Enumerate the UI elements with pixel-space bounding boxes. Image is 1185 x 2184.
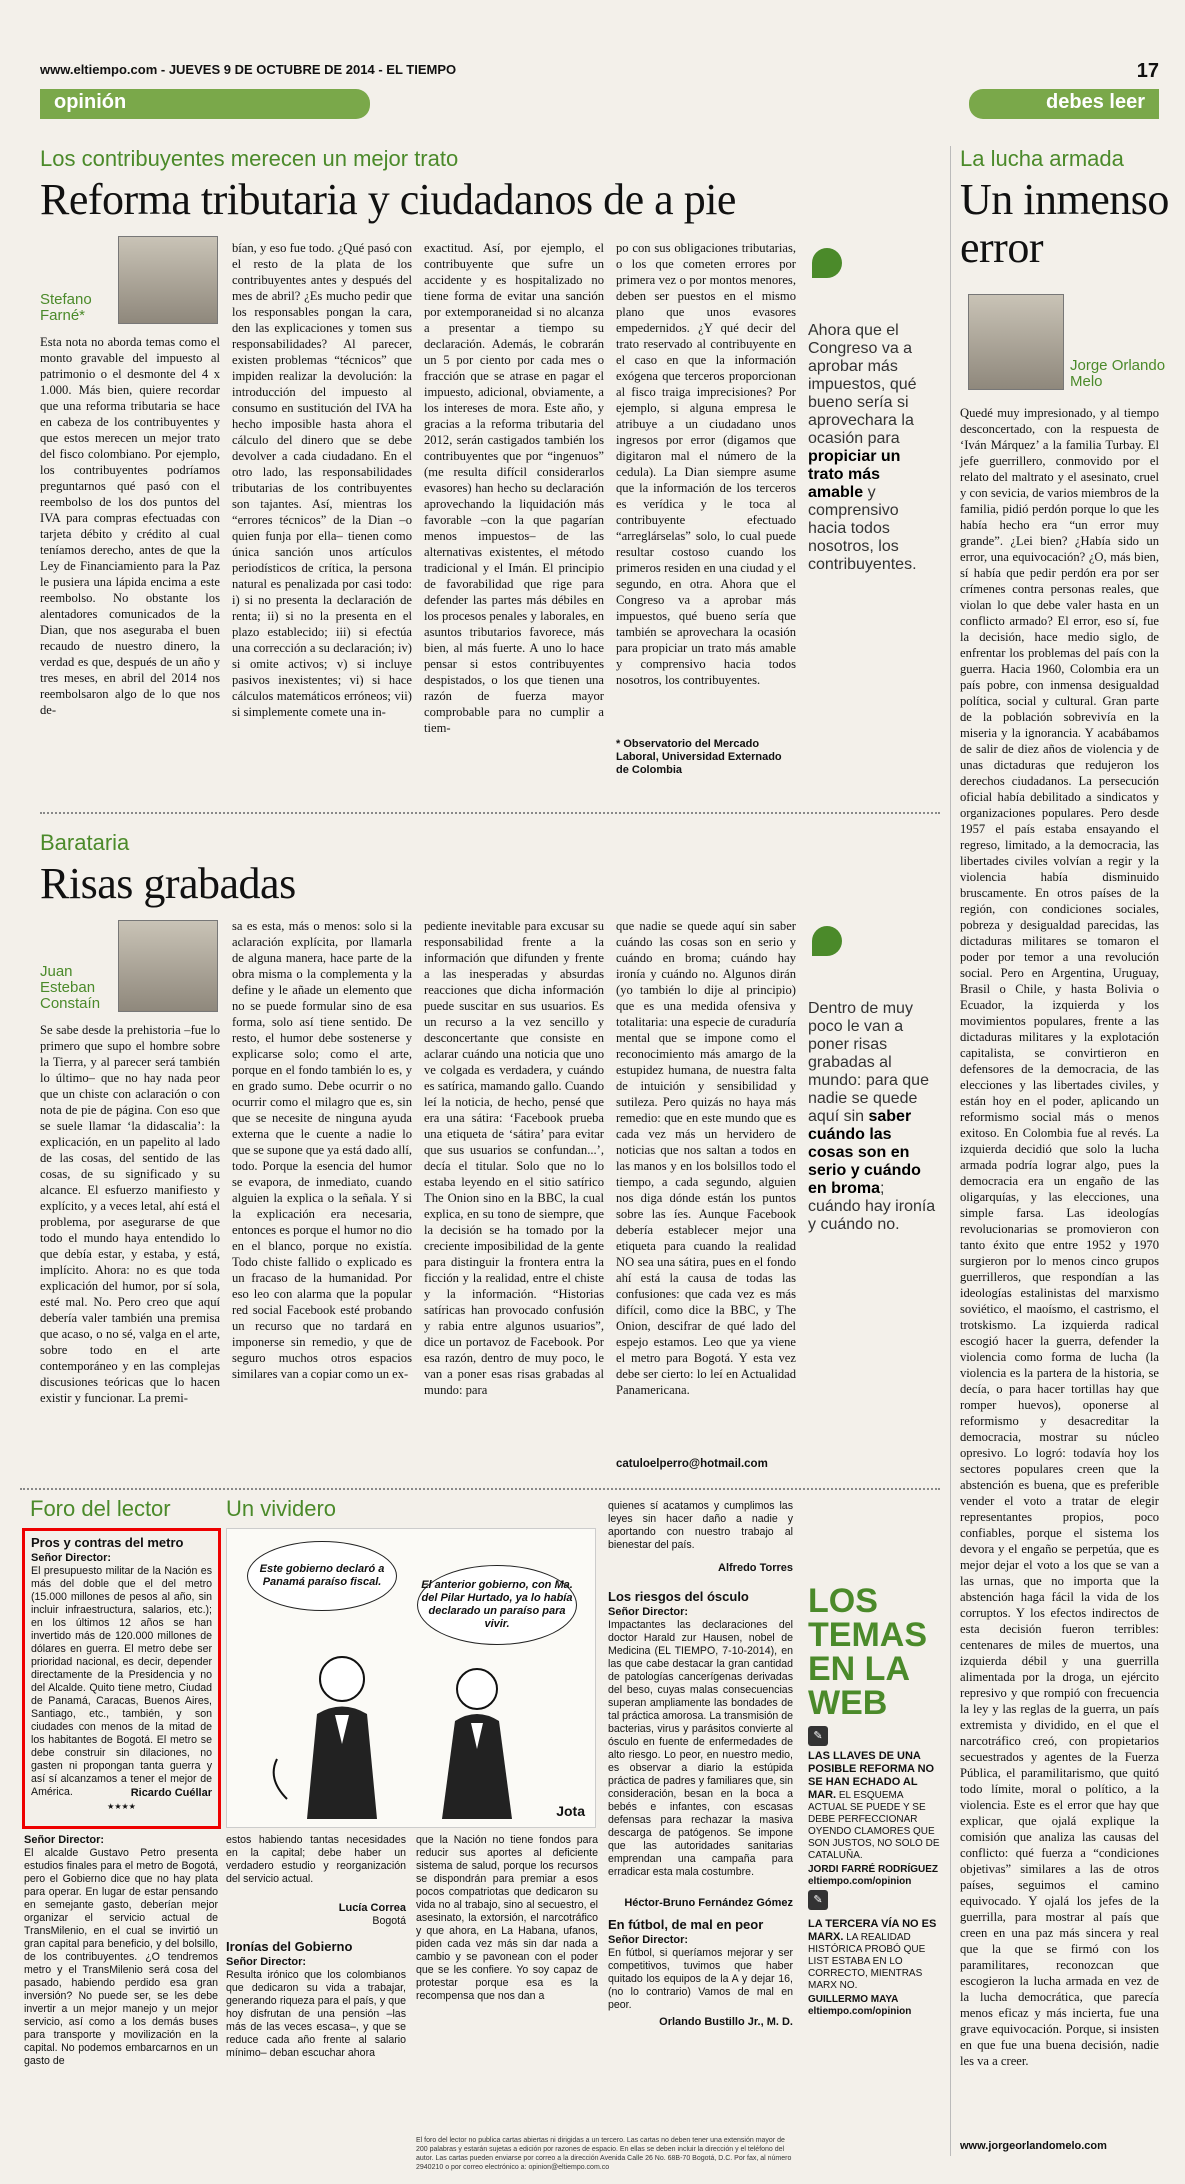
article2-col2: sa es esta, más o menos: solo si la aclaración explícita, por llamarla de alguna manera, hace parte de la obra misma o la complementa y la define y le añade un elemento que no se puede formular sino de esa forma, solo así tiene sentido. De resto, el humor debe sostenerse y explicarse solo; como el arte, porque en el fondo también lo es, y en grado sumo. Debe ocurrir o no ocurrir como el milagro que es, sin que se necesite de ninguna ayuda externa que le cuente a nadie lo que se supone que ya está dado allí, todo. Porque la esencia del humor se evapora, de inmediato, cuando alguien la explica o la señala. Y si la explicación era necesaria, entonces es porque el humor no dio en el blanco, porque no existía. Todo chiste fallido o explicado es un fracaso de la humanidad. Por eso leo con alarma que la popular red social Facebook esté probando un recurso que no tardará en imponerse sin remedio, y que de seguro muchos otros espacios similares van a copiar como un ex- xyxy=(232,919,412,1381)
letter2-cont xyxy=(226,1834,406,1928)
salutation: Señor Director: xyxy=(24,1834,105,1846)
article3-headline: Un inmenso error xyxy=(960,175,1169,272)
author-photo xyxy=(968,294,1064,390)
letter-title: Pros y contras del metro xyxy=(31,1535,184,1550)
letter2-body-cont: estos habiendo tantas necesidades en la capital; debe haber un verdadero estudio y reorganización del servicio actual. xyxy=(226,1834,406,1885)
letter2-city: Bogotá xyxy=(372,1915,406,1927)
letter-signature: Orlando Bustillo Jr., M. D. xyxy=(659,2016,793,2028)
author-photo xyxy=(118,920,218,1012)
letter-signature: Alfredo Torres xyxy=(718,1562,793,1574)
quote-bubble-icon xyxy=(812,248,842,278)
cartoonist-signature: Jota xyxy=(556,1803,585,1819)
stars-rating: ★★★★ xyxy=(107,1802,136,1811)
letter-ironias-cont: que la Nación no tiene fondos para reducir sus aportes al deficiente sistema de salud, porque los recursos se dispondrán para premiar a esos pocos compatriotas que dedicaron su vida no al trabajo, sino al secuestro, el asesinato, la extorsión, el narcotráfico y que ahora, en La Habana, ufanos, piden cada vez más sin dar nada a cambio y se pavonean con el poder que se les confiere. Yo soy capaz de protestar porque esa es la recompensa que nos dan a xyxy=(416,1834,598,2002)
author-photo xyxy=(118,236,218,324)
section-band-opinion xyxy=(40,89,370,119)
web-item-author: JORDI FARRÉ RODRÍGUEZ xyxy=(808,1864,939,1875)
web-item[interactable] xyxy=(808,1750,943,1888)
author-name: Jorge Orlando Melo xyxy=(1070,357,1166,390)
letter-title: Ironías del Gobierno xyxy=(226,1939,353,1954)
letter2-signature: Lucía Correa xyxy=(338,1902,406,1914)
article1-col1: Esta nota no aborda temas como el monto gravable del impuesto al patrimonio o el desmonte del 4 x 1.000. Más bien, quiere recordar que una reforma tributaria se hace en cabeza de los contribuyentes y que estos merecen un mejor trato del fisco colombiano. Por ejemplo, los contribuyentes podríamos preguntarnos qué pasó con el reembolso de los dos puntos del IVA para compras efectuadas con tarjeta débito y crédito al cual teníamos derecho, antes de que la Ley de Financiamiento para la Paz le pusiera una lápida encima a este reembolso. No obstante los alentadores comunicados de la Dian, que nos aseguraba el buen recaudo de nuestro dinero, la verdad es que, después de un año y tres meses, en abril del 2014 nos reembolsaron algo de lo que nos de- xyxy=(40,335,220,717)
cartoon-figures xyxy=(227,1529,597,1829)
web-item-body: LA REALIDAD HISTÓRICA PROBÓ QUE LIST ESTABA EN LO CORRECTO, MIENTRAS MARX NO. xyxy=(808,1932,926,1991)
letter-signature: Ricardo Cuéllar xyxy=(130,1787,212,1799)
speech-bubble: El anterior gobierno, con Ma. del Pilar Hurtado, ya lo había declarado un paraíso para vivir. xyxy=(417,1565,577,1645)
quote-bubble-icon xyxy=(812,926,842,956)
salutation: Señor Director: xyxy=(31,1552,112,1564)
article2-pullquote: Dentro de muy poco le van a poner risas grabadas al mundo: para que nadie se quede aquí sin saber cuándo las cosas son en serio y cuándo en broma; cuándo hay ironía y cuándo no. xyxy=(808,1000,936,1233)
letter-ironias xyxy=(226,1940,406,2139)
article1-kicker: Los contribuyentes merecen un mejor trato xyxy=(40,146,459,171)
letter2 xyxy=(24,1834,218,2157)
article3-web: www.jorgeorlandomelo.com xyxy=(960,2140,1107,2152)
letter-osculo xyxy=(608,1590,793,1910)
letter-body: El presupuesto militar de la Nación es más del doble que el del metro (15.000 millones de pesos al año, sin incluir infraestructura, salarios, etc.); en los últimos 12 años se han invertido más de 120.000 millones de dólares en guerra. El metro debe ser prioridad nacional, es decir, depender directamente de la Presidencia y no del Alcalde. Quito tiene metro, Ciudad de Panamá, Caracas, Buenos Aires, Santiago, etc., también, y son ciudades con menos de la mitad de los habitantes de Bogotá. El metro se debe construir sin dilaciones, no gasten ni propongan tanta guerra y así sí alcanzamos a tener el mejor de América. xyxy=(31,1565,212,1798)
comment-icon: ✎ xyxy=(808,1890,828,1910)
masthead-dateline: www.eltiempo.com - JUEVES 9 DE OCTUBRE DE 2014 - EL TIEMPO xyxy=(40,62,457,77)
article1-col3: exactitud. Así, por ejemplo, el contribuyente que sufre un accidente y es hospitalizado no tiene forma de evitar una sanción por extemporaneidad si no alcanza a presentar a tiempo su declaración. Además, le cobrarán un 5 por ciento por cada mes o fracción que se atrase en pagar el impuesto, adicional, obviamente, a los intereses de mora. Este año, y gracias a la reforma tributaria del 2012, serán castigados también los contribuyentes que por “ingenuos” (me resulta difícil considerarlos evasores) han hecho su declaración aprovechando la liquidación más favorable –con la que pagarían menos impuestos– de las alternativas existentes, el método tradicional y el Imán. El principio de favorabilidad que rige para defender las partes más débiles en los procesos penales y laborales, en asuntos tributarios favorece, más bien, al más fuerte. A uno lo hace pensar si estos contribuyentes despistados, o los que tienen una razón de fuerza mayor comprobable para no cumplir a tiem- xyxy=(424,241,604,735)
article1-col4: po con sus obligaciones tributarias, o los que cometen errores por primera vez o por montos menores, deben ser puestos en el mismo plano que unos evasores empedernidos. ¿Y qué decir del trato reservado al contribuyente en el caso en que la información exógena que terceros proporcionan al fisco traiga imprecisiones? Por ejemplo, si alguna empresa le atribuye a un ciudadano unos ingresos por error (digamos que digitaron mal el número de la cedula). La Dian siempre asume que la información de los terceros es verídica y le toca al contribuyente efectuado “arreglárselas” solo, lo cual puede resultar costoso cuando los primeros residen en una ciudad y el segundo, en otra. Ahora que el Congreso va a aprobar más impuestos, qué bueno sería que también se aprovechara la ocasión para propiciar un trato más amable y comprensivo hacia todos nosotros, los contribuyentes. xyxy=(616,241,796,687)
letter-body: En fútbol, si queríamos mejorar y ser competitivos, tuvimos que haber quitado los equipos de la A y dejar 16, (no lo contrario) Vamos de mal en peor. xyxy=(608,1947,793,2011)
column-divider xyxy=(950,146,951,2156)
web-section-title: LOS TEMAS EN LA WEB xyxy=(808,1582,927,1722)
section-divider xyxy=(40,812,940,814)
article1-col2: bían, y eso fue todo. ¿Qué pasó con el resto de la plata de los contribuyentes antes y después del mes de abril? ¿Es mucho pedir que los responsables pongan la cara, den las explicaciones y tomen sus responsabilidades? Al parecer, existen problemas “técnicos” que impiden realizar la devolución: la introducción del impuesto al consumo en sustitución del IVA ha hecho imposible hasta ahora el cálculo del dinero que se debe devolver a cada ciudadano. En el otro lado, las responsabilidades tributarias de los contribuyentes son tajantes. Así, mientras los “errores técnicos” de la Dian –o quien funja por ella– tienen como única sanción unos artículos periodísticos de crítica, la persona natural es penalizada por casi todo: i) si no presenta la declaración de renta; ii) si no la presenta en el plazo establecido; iii) si efectúa una corrección a su declaración; iv) si omite activos; v) si incluye pasivos inexistentes; vi) si hace cálculos matemáticos erróneos; vii) si simplemente comete una in- xyxy=(232,241,412,719)
letter-body: Impactantes las declaraciones del doctor Harald zur Hausen, nobel de Medicina (EL TIEMPO, 7-10-2014), en las que cabe destacar la gran cantidad de patologías cancerígenas derivadas del beso, cuyas malas consecuencias superan ampliamente las bondades de tal práctica amorosa. La transmisión de bacterias, virus y parásitos convierte al ósculo en fuente de enfermedades de alto riesgo. Lo peor, en nuestro medio, es observar a diario la estúpida práctica de padres y familiares que, sin consideración, besan en la boca a bebés e infantes, con escasas defensas para rechazar la masiva descarga de patógenos. Se impone que las autoridades sanitarias emprendan una campaña para erradicar esta mala costumbre. xyxy=(608,1619,793,1878)
article3-body: Quedé muy impresionado, y al tiempo desconcertado, con la respuesta de ‘Iván Márquez’ a la familia Turbay. El jefe guerrillero, conmovido por el relato del maltrato y el asesinato, cruel y con sevicia, de varios miembros de la familia, pidió perdón porque lo que les había hecho era “un error muy grande”. ¿Lei bien? ¿Había sido un error, una equivocación? ¿O, más bien, sí había que pedir perdón era por ser crímenes contra personas reales, que violan lo que debe valer hasta en un conflicto armado? El error, eso sí, fue la decisión, hace medio siglo, de enfrentar los problemas del país con la guerra. Hacia 1960, Colombia era un país pobre, con inmensa desigualdad política, social y cultural. Gran parte de la población sobrevivía en la miseria y la ignorancia. Y acabábamos de salir de diez años de violencia y de unas dictaduras que redujeron los derechos ciudadanos. La persecución oficial había debilitado a sindicatos y organizaciones populares. Pero desde 1957 el país estaba ensayando el regreso, limitado, a la democracia, las libertades civiles volvían a regir y la violencia había disminuido bruscamente. En otros países de la región, con condiciones sociales, pobreza y desigualdad parecidas, las dictaduras militares se tomaron el poder por temor a una revolución social. Pero en Argentina, Uruguay, Brasil o Chile, y hasta Bolivia o Ecuador, la izquierda y los movimientos populares, frente a las dictaduras militares y la explotación capitalista, se convirtieron en defensores de la democracia, de las elecciones y las libertades civiles, y están hoy en el poder, aplicando un reformismo social más o menos exitoso. En Colombia fue al revés. La izquierda decidió que solo la lucha armada podría lograr algo, pues la democracia era un engaño de las oligarquías, y las elecciones, una simple farsa. Las ideologías revolucionarias se promovieron con tanto éxito que entre 1952 y 1970 surgieron por lo menos cinco grupos guerrilleros, que respondían a las ideologías estalinistas del marxismo soviético, el maoísmo, el castrismo, el trotskismo. La izquierda radical escogió hacer la guerra, defender la violencia como forma de lucha (la violencia es la partera de la historia, se decía, o para hacer tortillas hay que romper huevos), oponerse al reformismo y desacreditar la democracia, mostrar su núcleo opresivo. Lo logró: todavía hoy los sectores populares creen que la abstención es buena, que es preferible vender el voto a tratar de elegir representantes propios, poco confiables, porque el sistema los devora y el engaño se perpetúa, que es mejor dejar el voto a los que se van a las urnas, que no importa que la abstención haga fácil la vida de los corruptos. Y los efectos indirectos de esta decisión fueron terribles: centenares de miles de muertos, una izquierda débil y una guerrilla alimentada por la droga, un ejército represivo y que rompió con frecuencia la ley y las reglas de la guerra, un país extremista y dividido, en el que el narcotráfico creó, con propietarios secuestrados y agentes de la Fuerza Pública, el paramilitarismo, que quitó todo límite, moral o político, a la violencia. Este es el error que hay que explicar, que ojalá explique la comisión que analiza las causas del conflicto: qué fuerza a “condiciones objetivas” similares a las de otros países, seguimos el camino equivocado. Y ojalá los jefes de la guerrilla, para mostrar al país que creen en una paz más sincera y real que la que se firmó con los paramilitares, reconozcan que escogieron la lucha armada en vez de la lucha democrática, que parecía menos eficaz y más incierta, fue una grave equivocación. Porque, si insisten en que fue una buena decisión, nadie les va a creer. xyxy=(960,406,1159,2068)
letter-title: En fútbol, de mal en peor xyxy=(608,1917,764,1932)
article1-headline: Reforma tributaria y ciudadanos de a pie xyxy=(40,175,736,224)
section-divider xyxy=(20,1488,940,1490)
article2-col3: pediente inevitable para excusar su responsabilidad frente a la información que difunden y frente a las inesperadas y absurdas reacciones que dicha información puede suscitar en sus usuarios. Es un recurso a la vez sencillo y desconcertante que consiste en aclarar cuándo una noticia que uno ve colgada es verdadera, y cuándo es satírica, mamando gallo. Cuando leí la noticia, de hecho, pensé que era una sátira: ‘Facebook prueba una etiqueta de ‘sátira’ para evitar que sus usuarios se confundan...’, decía el titular. Solo que no lo estaba leyendo en el sitio satírico The Onion sino en la BBC, la cual explica, en su tono de siempre, que la decisión se ha tomado por la creciente imposibilidad de la gente para distinguir la frontera entra la ficción y la realidad, entre el chiste y la información. “Historias satíricas han provocado confusión y rabia entre algunos usuarios”, dice un portavoz de Facebook. Por esa razón, dentro de muy poco, le van a poner esas risas grabadas al mundo: para xyxy=(424,919,604,1397)
letter-futbol xyxy=(608,1918,793,2029)
web-item-link[interactable]: eltiempo.com/opinion xyxy=(808,1876,912,1887)
letter2-body: El alcalde Gustavo Petro presenta estudios finales para el metro de Bogotá, pero el Gobierno dice que no hay plata para operar. En lugar de estar pensando en semejante gasto, deberían mejor organizar el servicio actual de TransMilenio, en el cual se invirtió un gran capital para beneficio, y del bolsillo, de los contribuyentes. ¿O tendremos metro y el TransMilenio será cosa del pasado, habiendo perdido esa gran inversión? No puede ser, se les debe invertir a un mejor manejo y un mejor servicio, así como a los demás buses para transporte y movilización en la capital. No podemos embarcarnos en un gasto de xyxy=(24,1847,218,2067)
page-number: 17 xyxy=(1136,60,1159,82)
letter-body: Resulta irónico que los colombianos que dedicaron su vida a trabajar, generando riqueza para el país, y que hoy disfrutan de una pensión –las más de las veces escasa–, y que se reduce cada año frente al salario mínimo– deban escuchar ahora xyxy=(226,1969,406,2059)
letter-signature: Héctor-Bruno Fernández Gómez xyxy=(624,1897,793,1909)
foro-section-title: Foro del lector xyxy=(30,1496,171,1521)
web-item-author: GUILLERMO MAYA xyxy=(808,1994,899,2005)
foro-note: El foro del lector no publica cartas abiertas ni dirigidas a un tercero. Las cartas no deben tener una extensión mayor de 200 palabras y estarán sujetas a edición por razones de espacio. En ellas se deben incluir la dirección y el teléfono del autor. Las cartas pueden enviarse por correo a la dirección Avenida Calle 26 No. 68B-70 Bogotá, D.C. Por fax, al número 2940210 o por correo electrónico a: opinion@eltiempo.com.co xyxy=(416,2137,792,2171)
article3-kicker: La lucha armada xyxy=(960,146,1124,171)
web-item-link[interactable]: eltiempo.com/opinion xyxy=(808,2006,912,2017)
article3-author xyxy=(968,290,1168,390)
section-label-right: debes leer xyxy=(1046,91,1145,113)
letter-title: Los riesgos del ósculo xyxy=(608,1589,749,1604)
article2-headline: Risas grabadas xyxy=(40,859,296,908)
article1-author xyxy=(40,234,220,324)
article2-kicker: Barataria xyxy=(40,830,130,855)
author-name: Juan Esteban Constaín xyxy=(40,963,101,1012)
letter-ironias-end xyxy=(608,1500,793,1575)
cartoon-panel xyxy=(226,1528,596,1828)
salutation: Señor Director: xyxy=(608,1934,689,1946)
article1-footnote: * Observatorio del Mercado Laboral, Universidad Externado de Colombia xyxy=(616,738,782,776)
web-item-title: LAS LLAVES DE UNA POSIBLE REFORMA NO SE HAN ECHADO AL MAR. xyxy=(808,1750,935,1801)
web-item-body: EL ESQUEMA ACTUAL SE PUEDE Y SE DEBE PERFECCIONAR OYENDO CLAMORES QUE SON JUSTOS, NO SOLO DE CATALUÑA. xyxy=(808,1790,940,1861)
section-band-debes-leer xyxy=(969,89,1159,119)
article2-email: catuloelperro@hotmail.com xyxy=(616,1458,768,1470)
web-item[interactable] xyxy=(808,1918,943,2018)
author-name: Stefano Farné* xyxy=(40,291,92,324)
comment-icon: ✎ xyxy=(808,1726,828,1746)
speech-bubble: Este gobierno declaró a Panamá paraíso fiscal. xyxy=(247,1541,397,1611)
letter-body: quienes sí acatamos y cumplimos las leyes sin hacer daño a nadie y aportando con nuestro trabajo al bienestar del país. xyxy=(608,1500,793,1551)
article2-col4: que nadie se quede aquí sin saber cuándo las cosas son en serio y cuándo en broma; cuándo hay ironía y cuándo no. Algunos dirán (yo también lo dije al principio) que es una medida ofensiva y totalitaria: una especie de curaduría mental que se impone como el reconocimiento más amargo de la estupidez humana, de nuestra falta de intuición y sensibilidad y sutileza. Pero quizás no haya más remedio: que en este mundo que es cada vez más un hervidero de noticias que nos saltan a todos en las manos y en los bolsillos todo el tiempo, a cada segundo, alguien nos diga dónde están los puntos sobre las íes. Aunque Facebook debería establecer mejor una etiqueta para cuando la realidad NO sea una sátira, pues en el fondo ahí está la causa de todas las confusiones: que cada vez es más difícil, como dice la BBC, y The Onion, descifrar de qué lado del espejo estamos. Leo que ya viene el metro para Bogotá. Y esta vez debe ser cierto: lo leí en Actualidad Panamericana. xyxy=(616,919,796,1397)
salutation: Señor Director: xyxy=(226,1956,307,1968)
cartoon-title: Un vividero xyxy=(226,1496,337,1521)
salutation: Señor Director: xyxy=(608,1606,689,1618)
section-label: opinión xyxy=(54,91,127,113)
article2-col1: Se sabe desde la prehistoria –fue lo primero que supo el hombre sobre la Tierra, y al parecer será también lo último– que no hay nada peor que un chiste con aclaración o con nota de pie de página. Con eso que se suele llamar ‘la didascalia’: la explicación, en un papelito al lado de las cosas, del sentido de las cosas, de su significado y su alcance. El esfuerzo manifiesto y explícito, y a veces letal, ahí está el problema, por asegurarse de que todo el mundo haya entendido lo que debía estar, y estaba, y está, implícito. Ahora: no es que toda explicación del humor, por sí sola, esté mal. No. Pero creo que aquí debería valer también una premisa que acaso, o no sé, valga en el arte, sobre todo en el arte contemporáneo y en las complejas discusiones teóricas que lo hacen existir y funcionar. La premi- xyxy=(40,1023,220,1405)
article1-pullquote: Ahora que el Congreso va a aprobar más impuestos, qué bueno sería si aprovechara la ocasión para propiciar un trato más amable y comprensivo hacia todos nosotros, los contribuyentes. xyxy=(808,322,917,573)
highlighted-letter xyxy=(22,1528,221,1829)
web-item-title: LA TERCERA VÍA NO ES MARX. xyxy=(808,1918,937,1943)
article2-author xyxy=(40,912,220,1012)
